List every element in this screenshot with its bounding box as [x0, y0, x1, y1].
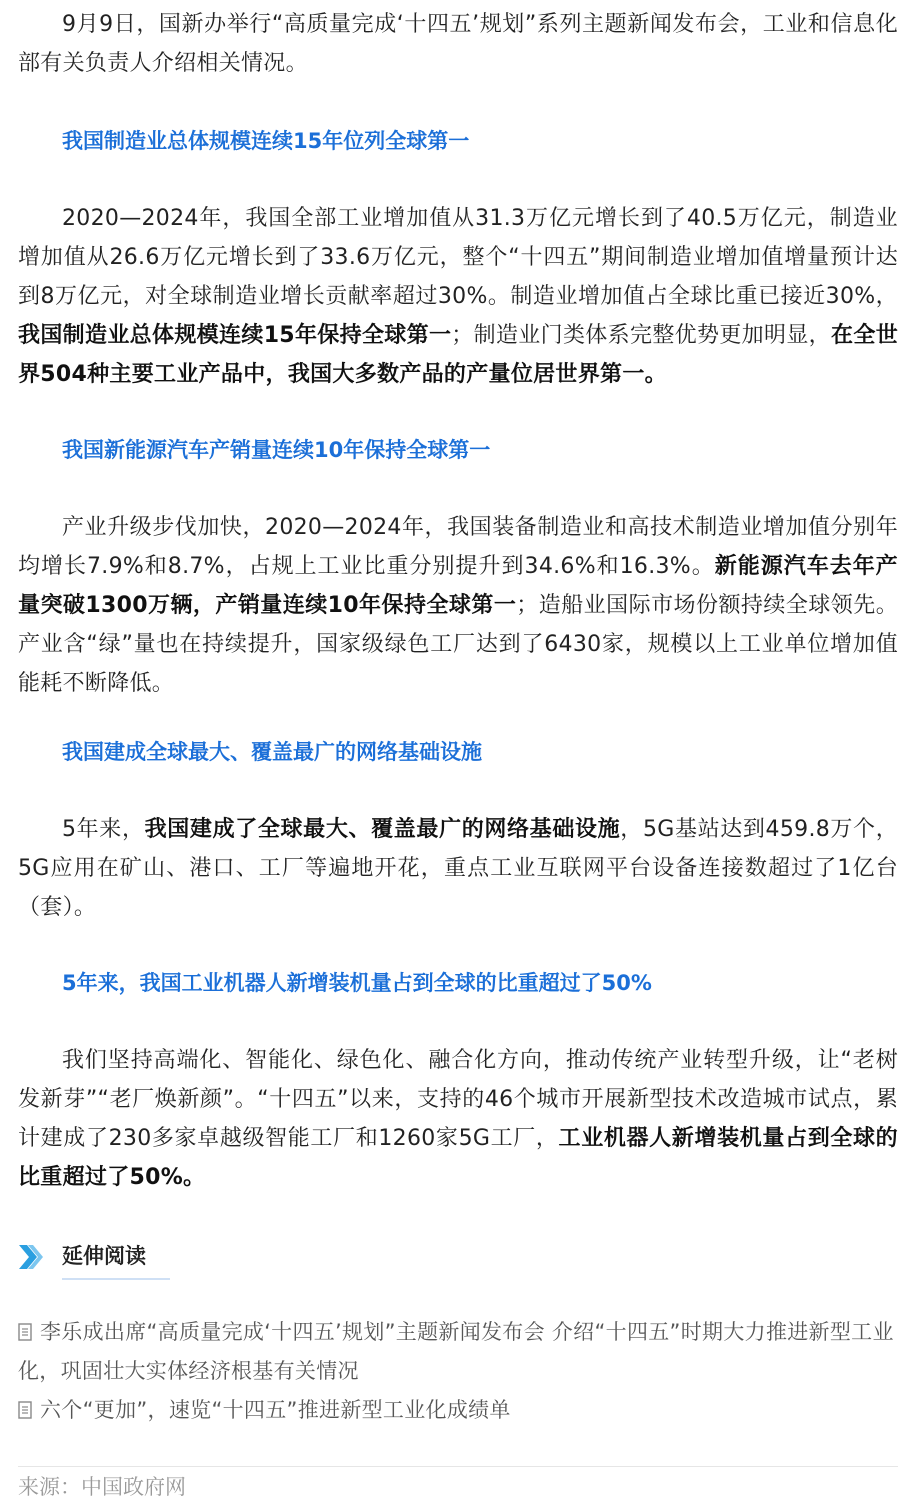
section-heading-industrial-robots: 5年来，我国工业机器人新增装机量占到全球的比重超过了50% [62, 971, 652, 995]
section-heading-network-infrastructure: 我国建成全球最大、覆盖最广的网络基础设施 [62, 740, 482, 764]
body-text: 5年来， [62, 817, 145, 842]
document-icon [18, 1323, 32, 1341]
extended-reading-link-text[interactable]: 李乐成出席“高质量完成‘十四五’规划”主题新闻发布会 介绍“十四五”时期大力推进新型工业化，巩固壮大实体经济根基有关情况 [18, 1320, 894, 1383]
footer-divider [18, 1466, 898, 1467]
body-text: 9月9日，国新办举行“高质量完成‘十四五’规划”系列主题新闻发布会，工业和信息化部有关负责人介绍相关情况。 [18, 12, 898, 76]
extended-reading-link[interactable] [18, 1391, 898, 1430]
body-text: ；制造业门类体系完整优势更加明显， [451, 323, 832, 348]
emphasis-text: 我国建成了全球最大、覆盖最广的网络基础设施 [144, 817, 621, 842]
industry-upgrade-paragraph [18, 508, 898, 703]
extended-reading-underline [62, 1278, 170, 1280]
extended-reading-title: 延伸阅读 [62, 1244, 146, 1268]
body-text: ；造船业国际市场份额持续全球领先。产业含“绿”量也在持续提升，国家级绿色工厂达到了6430家，规模以上工业单位增加值能耗不断降低。 [18, 593, 898, 696]
extended-reading-link-text[interactable]: 六个“更加”，速览“十四五”推进新型工业化成绩单 [40, 1398, 511, 1422]
body-text: 我们坚持高端化、智能化、绿色化、融合化方向，推动传统产业转型升级，让“老树发新芽”“老厂焕新颜”。“十四五”以来，支持的46个城市开展新型技术改造城市试点，累计建成了230多家卓越级智能工厂和1260家5G工厂， [18, 1048, 898, 1151]
robots-paragraph [18, 1041, 898, 1197]
emphasis-text: 工业机器人新增装机量占到全球的比重超过了50%。 [18, 1126, 898, 1190]
emphasis-text: 新能源汽车去年产量突破1300万辆，产销量连续10年保持全球第一 [18, 554, 898, 618]
source-attribution: 来源：中国政府网 [18, 1475, 186, 1499]
emphasis-text: 在全世界504种主要工业产品中，我国大多数产品的产量位居世界第一。 [18, 323, 898, 387]
section-heading-manufacturing-scale: 我国制造业总体规模连续15年位列全球第一 [62, 129, 470, 153]
body-text: ，5G基站达到459.8万个，5G应用在矿山、港口、工厂等遍地开花，重点工业互联网平台设备连接数超过了1亿台（套）。 [18, 817, 898, 920]
double-chevron-right-icon [18, 1243, 44, 1271]
intro-paragraph [18, 5, 898, 83]
body-text: 2020—2024年，我国全部工业增加值从31.3万亿元增长到了40.5万亿元，制造业增加值从26.6万亿元增长到了33.6万亿元，整个“十四五”期间制造业增加值增量预计达到8万亿元，对全球制造业增长贡献率超过30%。制造业增加值占全球比重已接近30%， [18, 206, 898, 309]
body-text: 产业升级步伐加快，2020—2024年，我国装备制造业和高技术制造业增加值分别年均增长7.9%和8.7%，占规上工业比重分别提升到34.6%和16.3%。 [18, 515, 898, 579]
extended-reading-header [18, 1238, 318, 1282]
extended-reading-list [18, 1313, 898, 1430]
manufacturing-paragraph [18, 199, 898, 394]
document-icon [18, 1401, 32, 1419]
network-paragraph [18, 810, 898, 927]
extended-reading-link[interactable] [18, 1313, 898, 1391]
emphasis-text: 我国制造业总体规模连续15年保持全球第一 [18, 323, 452, 348]
section-heading-new-energy-vehicles: 我国新能源汽车产销量连续10年保持全球第一 [62, 438, 491, 462]
